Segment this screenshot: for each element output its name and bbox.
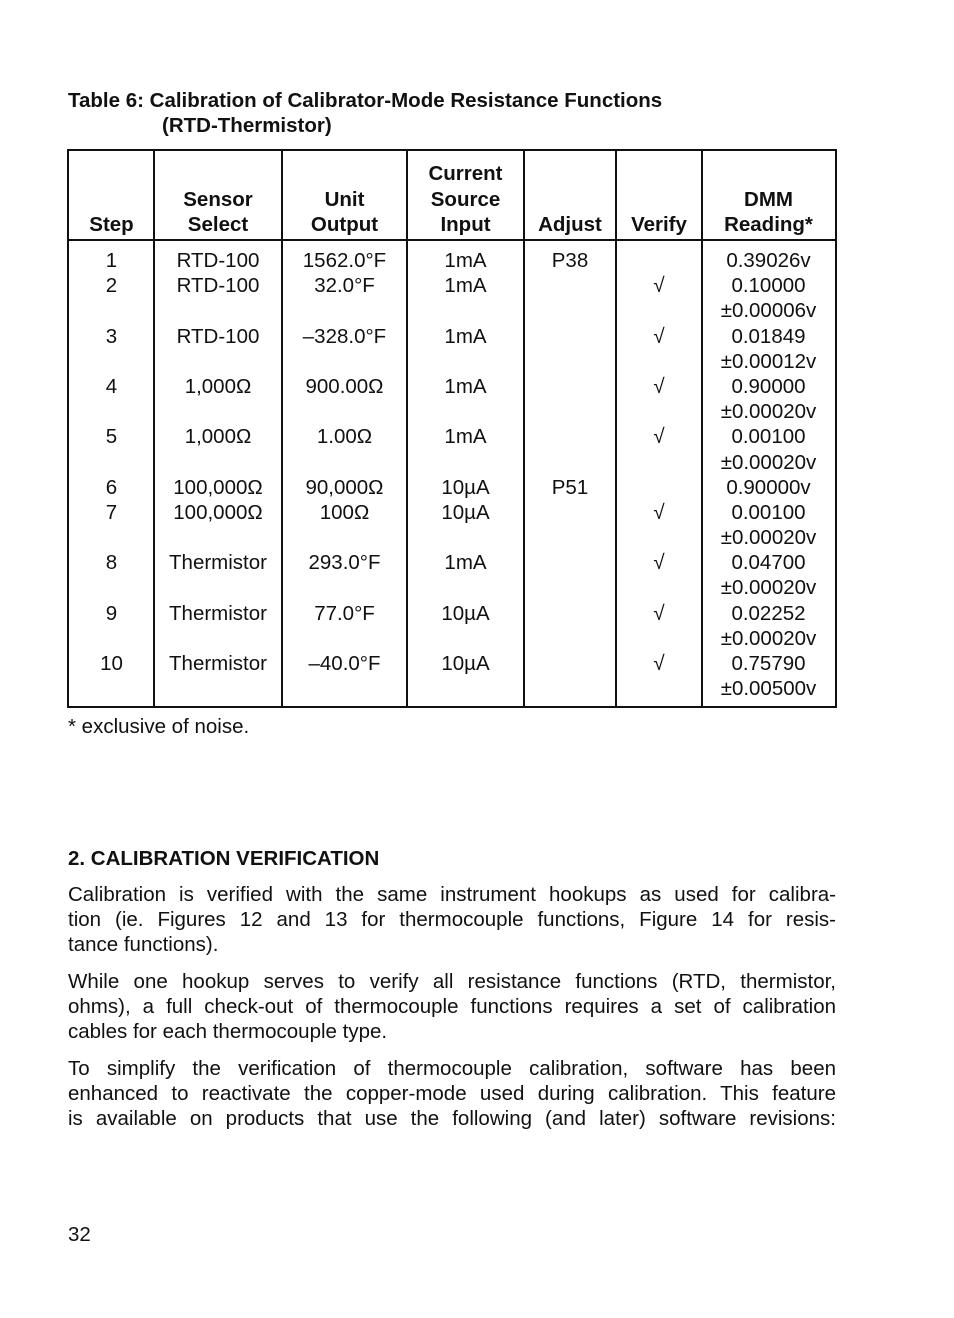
table-cell (282, 575, 407, 600)
table-cell: √ (653, 324, 665, 348)
table-cell (407, 525, 524, 550)
table-cell (407, 349, 524, 374)
table-cell: 10µA (441, 601, 490, 625)
column-header (154, 151, 282, 237)
table-cell (407, 676, 524, 701)
table-cell (69, 349, 154, 374)
paragraph-3-line: is available on products that use the following (and later) software revisions: (68, 1107, 836, 1131)
table-cell: 100,000Ω (173, 500, 263, 524)
column-divider (701, 151, 703, 706)
table-cell (616, 349, 702, 374)
table-cell: RTD-100 (176, 324, 260, 348)
header-line (282, 161, 407, 186)
table-cell (407, 399, 524, 424)
column-cells (616, 248, 702, 701)
table-cell: 100Ω (319, 500, 370, 524)
column-header (282, 151, 407, 237)
table-cell: √ (653, 551, 665, 575)
table-cell: 0.01849 (731, 324, 806, 348)
table-cell (154, 399, 282, 424)
table-cell (524, 349, 616, 374)
table-cell: 1mA (444, 374, 487, 398)
table-cell: 4 (105, 374, 118, 398)
table-caption (68, 88, 662, 138)
table-caption-line2: (RTD-Thermistor) (162, 114, 332, 137)
paragraph-2-line: ohms), a full check-out of thermocouple functions requires a set of calibration (68, 995, 836, 1019)
header-line (616, 161, 702, 186)
column-cells (407, 248, 524, 701)
header-line: Step (89, 212, 134, 236)
header-line (524, 161, 616, 186)
table-cell (154, 676, 282, 701)
table-cell: 8 (105, 551, 118, 575)
calibration-table (67, 149, 837, 708)
table-cell: 1mA (444, 324, 487, 348)
column-header (702, 151, 835, 237)
column-step (69, 151, 154, 706)
table-cell: 2 (105, 274, 118, 298)
table-cell (524, 273, 616, 298)
table-cell (616, 525, 702, 550)
table-cell (282, 450, 407, 475)
table-cell (154, 349, 282, 374)
table-cell: 100,000Ω (173, 475, 263, 499)
table-cell: 0.75790 (731, 652, 806, 675)
header-label (282, 161, 407, 237)
table-cell: 1 (105, 249, 118, 272)
table-cell: √ (653, 601, 665, 625)
column-header (69, 151, 154, 237)
table-cell: 1,000Ω (184, 374, 252, 398)
table-cell: 1mA (444, 425, 487, 449)
table-cell (524, 324, 616, 349)
table-cell: 10µA (441, 652, 490, 675)
table-cell: 9 (105, 601, 118, 625)
header-line (69, 187, 154, 212)
table-cell: ±0.00020v (720, 400, 817, 424)
table-cell: 1,000Ω (184, 425, 252, 449)
table-cell: √ (653, 274, 665, 298)
table-cell: RTD-100 (176, 274, 260, 298)
header-line: DMM (744, 187, 793, 211)
table-cell (282, 298, 407, 323)
table-cell (524, 399, 616, 424)
table-cell: 0.04700 (731, 551, 806, 575)
table-cell (69, 450, 154, 475)
table-cell: 1562.0°F (302, 249, 387, 272)
table-cell (524, 525, 616, 550)
header-line: Sensor (183, 187, 253, 211)
table-cell (69, 575, 154, 600)
header-label (154, 161, 282, 237)
table-cell (616, 298, 702, 323)
header-label (702, 161, 835, 237)
table-cell: 3 (105, 324, 118, 348)
column-adjust (524, 151, 616, 706)
table-cell: 0.00100 (731, 500, 806, 524)
table-cell: √ (653, 500, 665, 524)
table-cell (69, 298, 154, 323)
header-line: Source (430, 187, 501, 211)
table-cell: 0.02252 (731, 601, 806, 625)
table-cell (407, 575, 524, 600)
table-cell: 77.0°F (314, 601, 375, 625)
table-cell (524, 550, 616, 575)
page-number: 32 (68, 1223, 91, 1246)
table-cell (154, 575, 282, 600)
header-line: Reading* (724, 212, 813, 236)
table-cell (524, 626, 616, 651)
header-line (69, 161, 154, 186)
table-footnote: * exclusive of noise. (68, 715, 250, 738)
table-cell: P38 (551, 249, 589, 272)
column-cells (154, 248, 282, 701)
table-cell (524, 601, 616, 626)
column-unit-output (282, 151, 407, 706)
column-divider (281, 151, 283, 706)
table-cell: RTD-100 (176, 249, 260, 272)
header-line: Current (428, 162, 503, 186)
table-cell (616, 626, 702, 651)
table-cell: √ (653, 374, 665, 398)
paragraph-1-line: tance functions). (68, 933, 219, 957)
table-cell: 0.90000v (726, 475, 811, 499)
table-cell (616, 450, 702, 475)
table-cell: –40.0°F (308, 652, 381, 675)
table-cell: 0.39026v (726, 249, 811, 272)
table-cell: ±0.00012v (720, 349, 817, 373)
paragraph-2-line: While one hookup serves to verify all resistance functions (RTD, thermistor, (68, 970, 836, 993)
table-cell (616, 475, 702, 500)
header-label (524, 161, 616, 237)
column-divider (406, 151, 408, 706)
table-cell (524, 450, 616, 475)
section-heading: 2. CALIBRATION VERIFICATION (68, 847, 380, 870)
table-cell (616, 248, 702, 273)
table-cell: 1mA (444, 249, 487, 272)
header-line (616, 187, 702, 212)
table-cell (69, 399, 154, 424)
header-line: Output (310, 212, 379, 236)
table-cell (282, 626, 407, 651)
table-cell: 1.00Ω (316, 425, 373, 449)
header-line (702, 161, 835, 186)
table-cell: 0.90000 (731, 374, 806, 398)
table-cell: 10µA (441, 500, 490, 524)
table-cell: 1mA (444, 274, 487, 298)
table-cell (154, 525, 282, 550)
table-cell: Thermistor (169, 652, 267, 675)
column-header (524, 151, 616, 237)
paragraph-3 (68, 1056, 836, 1132)
table-cell: ±0.00020v (720, 626, 817, 650)
table-cell: ±0.00020v (720, 526, 817, 550)
table-cell (69, 626, 154, 651)
table-cell (69, 676, 154, 701)
column-sensor-select (154, 151, 282, 706)
column-divider (615, 151, 617, 706)
column-divider (153, 151, 155, 706)
table-cell (524, 500, 616, 525)
table-cell: √ (653, 652, 665, 675)
table-cell: 90,000Ω (305, 475, 384, 499)
table-cell (69, 525, 154, 550)
table-cell: 293.0°F (308, 551, 381, 575)
column-cells (282, 248, 407, 701)
table-cell: 7 (105, 500, 118, 524)
table-cell (154, 450, 282, 475)
header-line: Select (187, 212, 249, 236)
table-cell: Thermistor (169, 551, 267, 575)
table-cell (282, 676, 407, 701)
table-cell (524, 374, 616, 399)
column-current-source-input (407, 151, 524, 706)
column-cells (702, 248, 835, 701)
column-cells (69, 248, 154, 701)
paragraph-1-line: tion (ie. Figures 12 and 13 for thermocouple functions, Figure 14 for resis- (68, 908, 836, 932)
table-cell (407, 450, 524, 475)
table-cell: 0.10000 (731, 274, 806, 298)
table-cell (524, 575, 616, 600)
table-cell: 5 (105, 425, 118, 449)
table-cell (524, 424, 616, 449)
paragraph-1 (68, 882, 836, 958)
table-cell: 0.00100 (731, 425, 806, 449)
table-cell: 6 (105, 475, 118, 499)
column-header (616, 151, 702, 237)
table-cell: –328.0°F (302, 324, 387, 348)
table-cell (524, 651, 616, 676)
table-cell: ±0.00006v (720, 299, 817, 323)
paragraph-3-line: To simplify the verification of thermocouple calibration, software has been (68, 1057, 836, 1080)
paragraph-1-line: Calibration is verified with the same instrument hookups as used for calibra- (68, 883, 836, 906)
table-caption-line1: Table 6: Calibration of Calibrator-Mode Resistance Functions (68, 89, 663, 112)
column-cells (524, 248, 616, 701)
table-cell (524, 676, 616, 701)
paragraph-3-line: enhanced to reactivate the copper-mode used during calibration. This feature (68, 1082, 836, 1106)
table-cell: 900.00Ω (305, 374, 384, 398)
table-cell (407, 298, 524, 323)
table-cell: Thermistor (169, 601, 267, 625)
table-cell: 32.0°F (314, 274, 375, 298)
column-dmm-reading (702, 151, 835, 706)
table-cell: 10µA (441, 475, 490, 499)
header-label (616, 161, 702, 237)
header-line: Adjust (538, 212, 602, 236)
header-line (524, 187, 616, 212)
header-line: Input (440, 212, 491, 236)
header-line: Verify (631, 212, 687, 236)
table-cell (407, 626, 524, 651)
table-cell: ±0.00020v (720, 450, 817, 474)
header-line (154, 161, 282, 186)
column-verify (616, 151, 702, 706)
paragraph-2-line: cables for each thermocouple type. (68, 1020, 388, 1044)
table-cell (282, 525, 407, 550)
table-cell: P51 (551, 475, 589, 499)
table-cell: ±0.00500v (720, 677, 817, 701)
table-cell (616, 676, 702, 701)
table-cell: 10 (100, 652, 123, 675)
paragraph-2 (68, 969, 836, 1045)
table-cell: √ (653, 425, 665, 449)
table-cell (282, 349, 407, 374)
table-cell (616, 575, 702, 600)
table-cell (616, 399, 702, 424)
column-header (407, 151, 524, 237)
table-cell: ±0.00020v (720, 576, 817, 600)
table-cell (524, 298, 616, 323)
header-line: Unit (324, 187, 365, 211)
table-cell: 1mA (444, 551, 487, 575)
table-cell (282, 399, 407, 424)
header-label (407, 161, 524, 237)
table-cell (154, 626, 282, 651)
column-divider (523, 151, 525, 706)
header-label (69, 161, 154, 237)
table-cell (154, 298, 282, 323)
